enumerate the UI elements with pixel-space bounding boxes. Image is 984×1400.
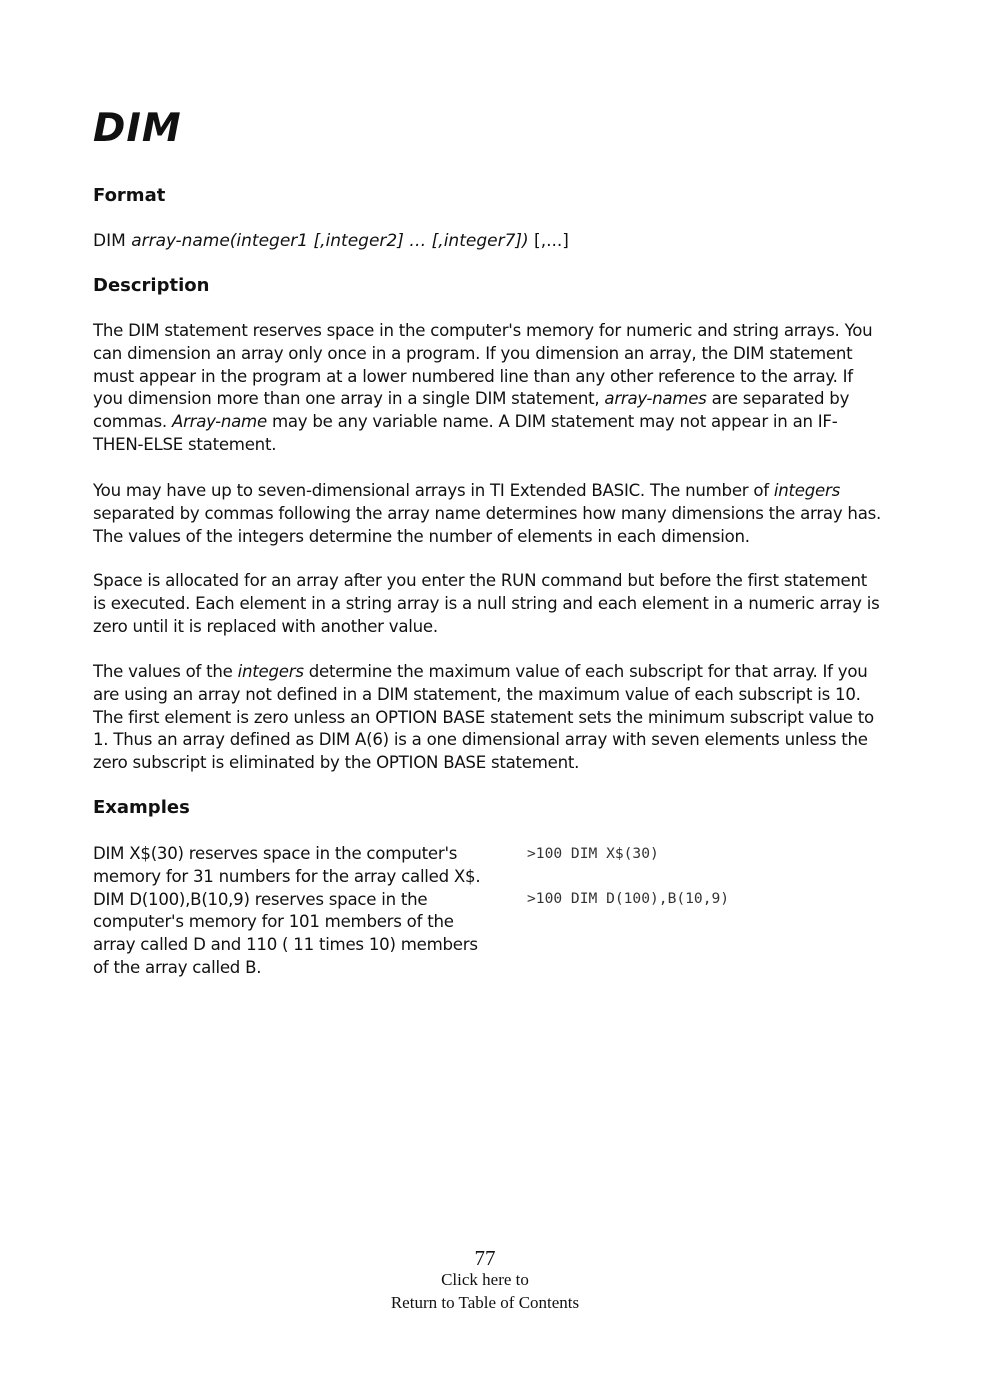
example-code-1: >100 DIM X$(30) <box>527 845 659 862</box>
p1-text-e: may be any variable name. A DIM statement may not appear in an IF-THEN-ELSE statement. <box>93 412 838 454</box>
format-prefix: DIM <box>93 231 132 251</box>
p2-text-a: You may have up to seven-dimensional arrays in TI Extended BASIC. The number of <box>93 481 774 500</box>
description-paragraph-1 <box>93 320 883 457</box>
format-heading: Format <box>93 185 166 206</box>
p4-italic-integers: integers <box>237 662 304 681</box>
p1-italic-array-name: Array-name <box>171 412 267 432</box>
description-paragraph-2 <box>93 480 883 548</box>
page-title: DIM <box>93 106 182 151</box>
p2-italic-integers: integers <box>773 481 840 500</box>
p4-text-c: determine the maximum value of each subscript for that array. If you are using an array not defined in a DIM statement, the maximum value of each subscript is 10. The first element is zero unless an OPTION BASE statement sets the minimum subscript value to 1. Thus an array defined as DIM A(6) is a one dimensional array with seven elements unless the zero subscript is eliminated by the OPTION BASE statement. <box>93 662 874 773</box>
examples-description: DIM X$(30) reserves space in the computer's memory for 31 numbers for the array called X$. DIM D(100),B(10,9) reserves space in the computer's memory for 101 members of the array called D and 110 ( 11 times 10) members of the array called B. <box>93 844 481 977</box>
description-paragraph-4 <box>93 661 883 775</box>
p1-text-c: are separated by commas. <box>93 389 850 432</box>
toc-link-line-1[interactable]: Click here to <box>441 1270 529 1289</box>
p4-text-a: The values of the <box>93 662 238 681</box>
page-number: 77 <box>474 1246 496 1270</box>
p1-text-a: The DIM statement reserves space in the computer's memory for numeric and string arrays. You can dimension an array only once in a program. If you dimension an array, the DIM statement must appear in the program at a lower numbered line than any other reference to the array. If you dimension more than one array in a single DIM statement, <box>93 321 873 409</box>
description-paragraph-3: Space is allocated for an array after you enter the RUN command but before the first statement is executed. Each element in a string array is a null string and each element in a numeric array is zero until it is replaced with another value. <box>93 571 880 636</box>
p1-italic-array-names: array-names <box>604 389 707 409</box>
examples-heading: Examples <box>93 797 190 818</box>
description-heading: Description <box>93 275 210 296</box>
p2-text-c: separated by commas following the array name determines how many dimensions the array has. The values of the integers determine the number of elements in each dimension. <box>93 503 882 546</box>
format-suffix: [,...] <box>528 231 569 251</box>
example-code-2: >100 DIM D(100),B(10,9) <box>527 890 730 907</box>
toc-link-line-2[interactable]: Return to Table of Contents <box>390 1293 580 1312</box>
format-syntax-args: array-name(integer1 [,integer2] … [,integer7]) <box>131 231 529 251</box>
format-syntax <box>93 230 893 253</box>
